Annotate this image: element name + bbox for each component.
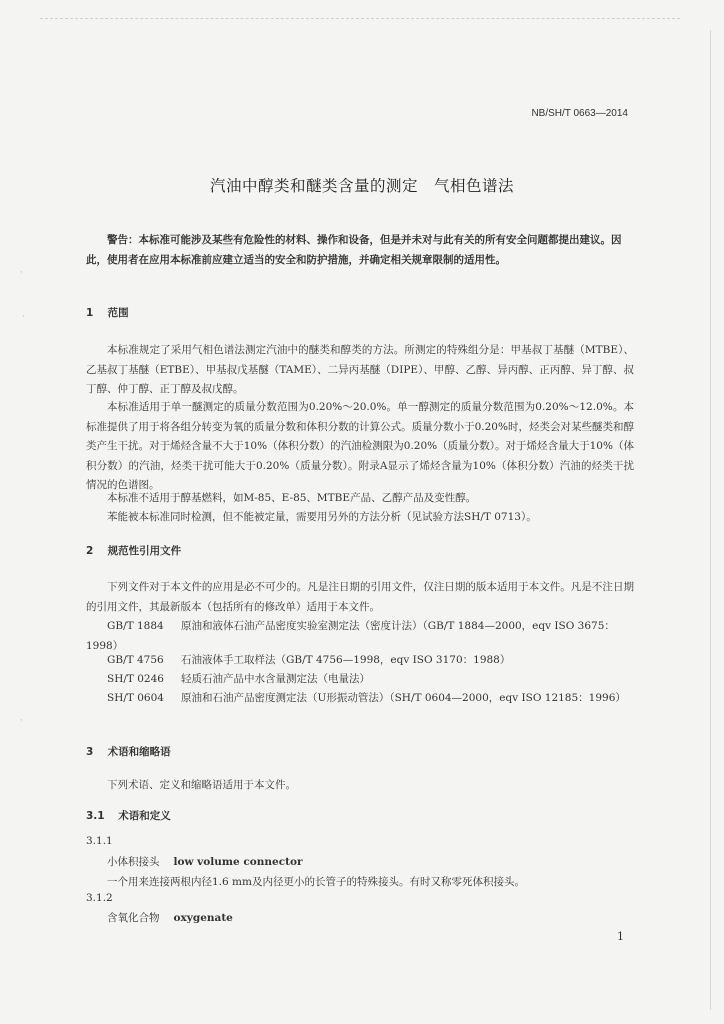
- paragraph: 苯能被本标准同时检测，但不能被定量，需要用另外的方法分析（见试验方法SH/T 0713）。: [107, 511, 537, 523]
- reference-code: GB/T 4756: [107, 654, 164, 666]
- paragraph: 本标准不适用于醇基燃料，如M-85、E-85、MTBE产品、乙醇产品及变性醇。: [107, 492, 477, 504]
- reference-item: [86, 670, 634, 690]
- document-title: 汽油中醇类和醚类含量的测定 气相色谱法: [209, 177, 514, 195]
- subsection-title: 术语和定义: [118, 810, 171, 822]
- term-chinese: 小体积接头: [107, 856, 160, 868]
- reference-code: GB/T 1884: [107, 620, 164, 632]
- reference-text: 石油液体手工取样法（GB/T 4756—1998，eqv ISO 3170：1988）: [181, 654, 511, 666]
- warning-paragraph: 警告：本标准可能涉及某些有危险性的材料、操作和设备，但是并未对与此有关的所有安全问题都提出建议。因此，使用者在应用本标准前应建立适当的安全和防护措施，并确定相关规章限制的适用性。: [86, 234, 622, 266]
- term-chinese: 含氧化合物: [107, 912, 160, 924]
- section-heading-terms: [86, 744, 171, 759]
- section-title: 术语和缩略语: [107, 746, 171, 758]
- scan-speck: ·: [22, 312, 25, 322]
- section-number: 2: [86, 545, 94, 557]
- term-entry: [107, 910, 233, 925]
- page-number: 1: [617, 930, 624, 943]
- term-number: 3.1.2: [86, 892, 113, 904]
- standard-code: NB/SH/T 0663—2014: [531, 108, 628, 119]
- reference-text: 原油和液体石油产品密度实验室测定法（密度计法）（GB/T 1884—2000，eqv ISO 3675：1998）: [86, 620, 615, 652]
- subsection-number: 3.1: [86, 810, 105, 822]
- scan-speck: ·: [20, 268, 23, 278]
- term-entry: [107, 854, 302, 869]
- paragraph: 下列文件对于本文件的应用是必不可少的。凡是注日期的引用文件，仅注日期的版本适用于本文件。凡是不注日期的引用文件，其最新版本（包括所有的修改单）适用于本文件。: [86, 581, 634, 613]
- section-title: 规范性引用文件: [107, 545, 182, 557]
- reference-item: [86, 651, 634, 671]
- reference-code: SH/T 0246: [107, 673, 164, 685]
- subsection-heading: [86, 808, 171, 823]
- paragraph: 本标准适用于单一醚测定的质量分数范围为0.20%～20.0%。单一醇测定的质量分数范围为0.20%～12.0%。本标准提供了用于将各组分转变为氧的质量分数和体积分数的计算公式。质量分数小于0.20%时，烃类会对某些醚类和醇类产生干扰。对于烯烃含量不大于10%（体积分数）的汽油检测限为0.20%（质量分数）。对于烯烃含量大于10%（体积分数）的汽油，烃类干扰可能大于0.20%（质量分数）。附录A显示了烯烃含量为10%（体积分数）汽油的烃类干扰情况的色谱图。: [86, 401, 634, 491]
- term-number: 3.1.1: [86, 835, 113, 847]
- paragraph: 本标准规定了采用气相色谱法测定汽油中的醚类和醇类的方法。所测定的特殊组分是：甲基叔丁基醚（MTBE）、乙基叔丁基醚（ETBE）、甲基叔戊基醚（TAME）、二异丙基醚（DIPE）、甲醇、乙醇、异丙醇、正丙醇、异丁醇、叔丁醇、仲丁醇、正丁醇及叔戊醇。: [86, 344, 634, 395]
- scan-speck: ·: [20, 716, 23, 726]
- scan-edge-top: [40, 18, 680, 20]
- reference-text: 原油和石油产品密度测定法（U形振动管法）（SH/T 0604—2000，eqv ISO 12185：1996）: [181, 692, 626, 704]
- section-number: 1: [86, 307, 94, 319]
- section-heading-references: [86, 543, 181, 558]
- section-title: 范围: [107, 307, 129, 319]
- section-number: 3: [86, 746, 94, 758]
- section-heading-scope: [86, 305, 129, 320]
- paragraph: 下列术语、定义和缩略语适用于本文件。: [107, 779, 296, 791]
- term-english: oxygenate: [173, 912, 233, 924]
- reference-text: 轻质石油产品中水含量测定法（电量法）: [181, 673, 370, 685]
- term-definition: 一个用来连接两根内径1.6 mm及内径更小的长管子的特殊接头。有时又称零死体积接头。: [107, 876, 525, 888]
- term-english: low volume connector: [173, 856, 303, 868]
- reference-item: [86, 689, 634, 709]
- reference-code: SH/T 0604: [107, 692, 164, 704]
